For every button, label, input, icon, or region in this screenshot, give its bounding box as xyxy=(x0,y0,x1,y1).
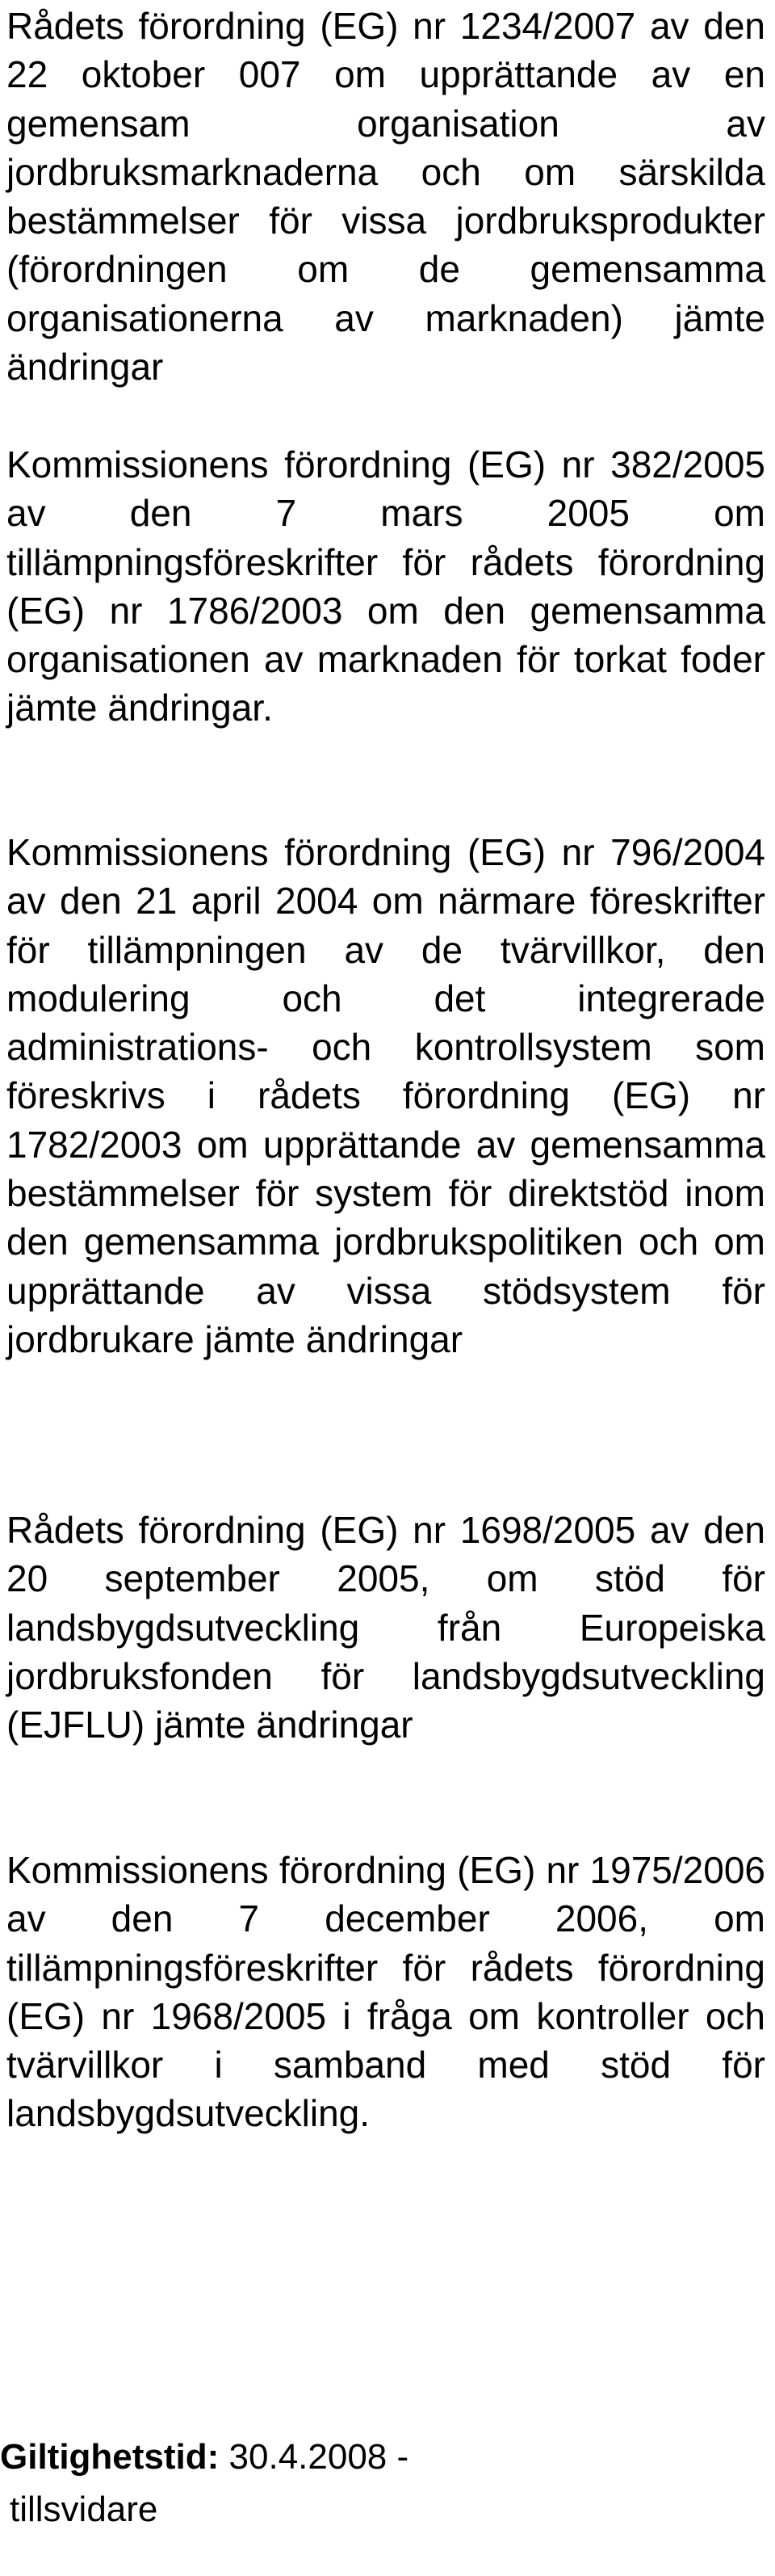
validity-label: Giltighetstid: xyxy=(0,2437,220,2477)
validity-footer xyxy=(0,2434,565,2481)
regulation-paragraph-3: Kommissionens förordning (EG) nr 796/2004 av den 21 april 2004 om närmare föreskrifter för tillämpningen av de tvärvillkor, den modulering och det integrerade administrations- och kontrollsystem som föreskrivs i rådets förordning (EG) nr 1782/2003 om upprättande av gemensamma bestämmelser för system för direktstöd inom den gemensamma jordbrukspolitiken och om upprättande av vissa stödsystem för jordbrukare jämte ändringar xyxy=(6,831,765,1360)
regulation-paragraph-5: Kommissionens förordning (EG) nr 1975/2006 av den 7 december 2006, om tillämpningsföreskrifter för rådets förordning (EG) nr 1968/2005 i fråga om kontroller och tvärvillkor i samband med stöd för landsbygdsutveckling. xyxy=(6,1849,765,2135)
validity-continuation: tillsvidare xyxy=(10,2490,158,2529)
regulation-paragraph-1: Rådets förordning (EG) nr 1234/2007 av den 22 oktober 007 om upprättande av en gemensam organisation av jordbruksmarknaderna och om särskilda bestämmelser för vissa jordbruksprodukter (förordningen om de gemensamma organisationerna av marknaden) jämte ändringar xyxy=(6,5,765,389)
regulation-paragraph-2: Kommissionens förordning (EG) nr 382/2005 av den 7 mars 2005 om tillämpningsföreskrifter för rådets förordning (EG) nr 1786/2003 om den gemensamma organisationen av marknaden för torkat foder jämte ändringar. xyxy=(6,443,765,729)
regulation-paragraph-4: Rådets förordning (EG) nr 1698/2005 av den 20 september 2005, om stöd för landsbygdsutveckling från Europeiska jordbruksfonden för landsbygdsutveckling (EJFLU) jämte ändringar xyxy=(6,1509,765,1746)
validity-value: 30.4.2008 - xyxy=(219,2437,409,2477)
